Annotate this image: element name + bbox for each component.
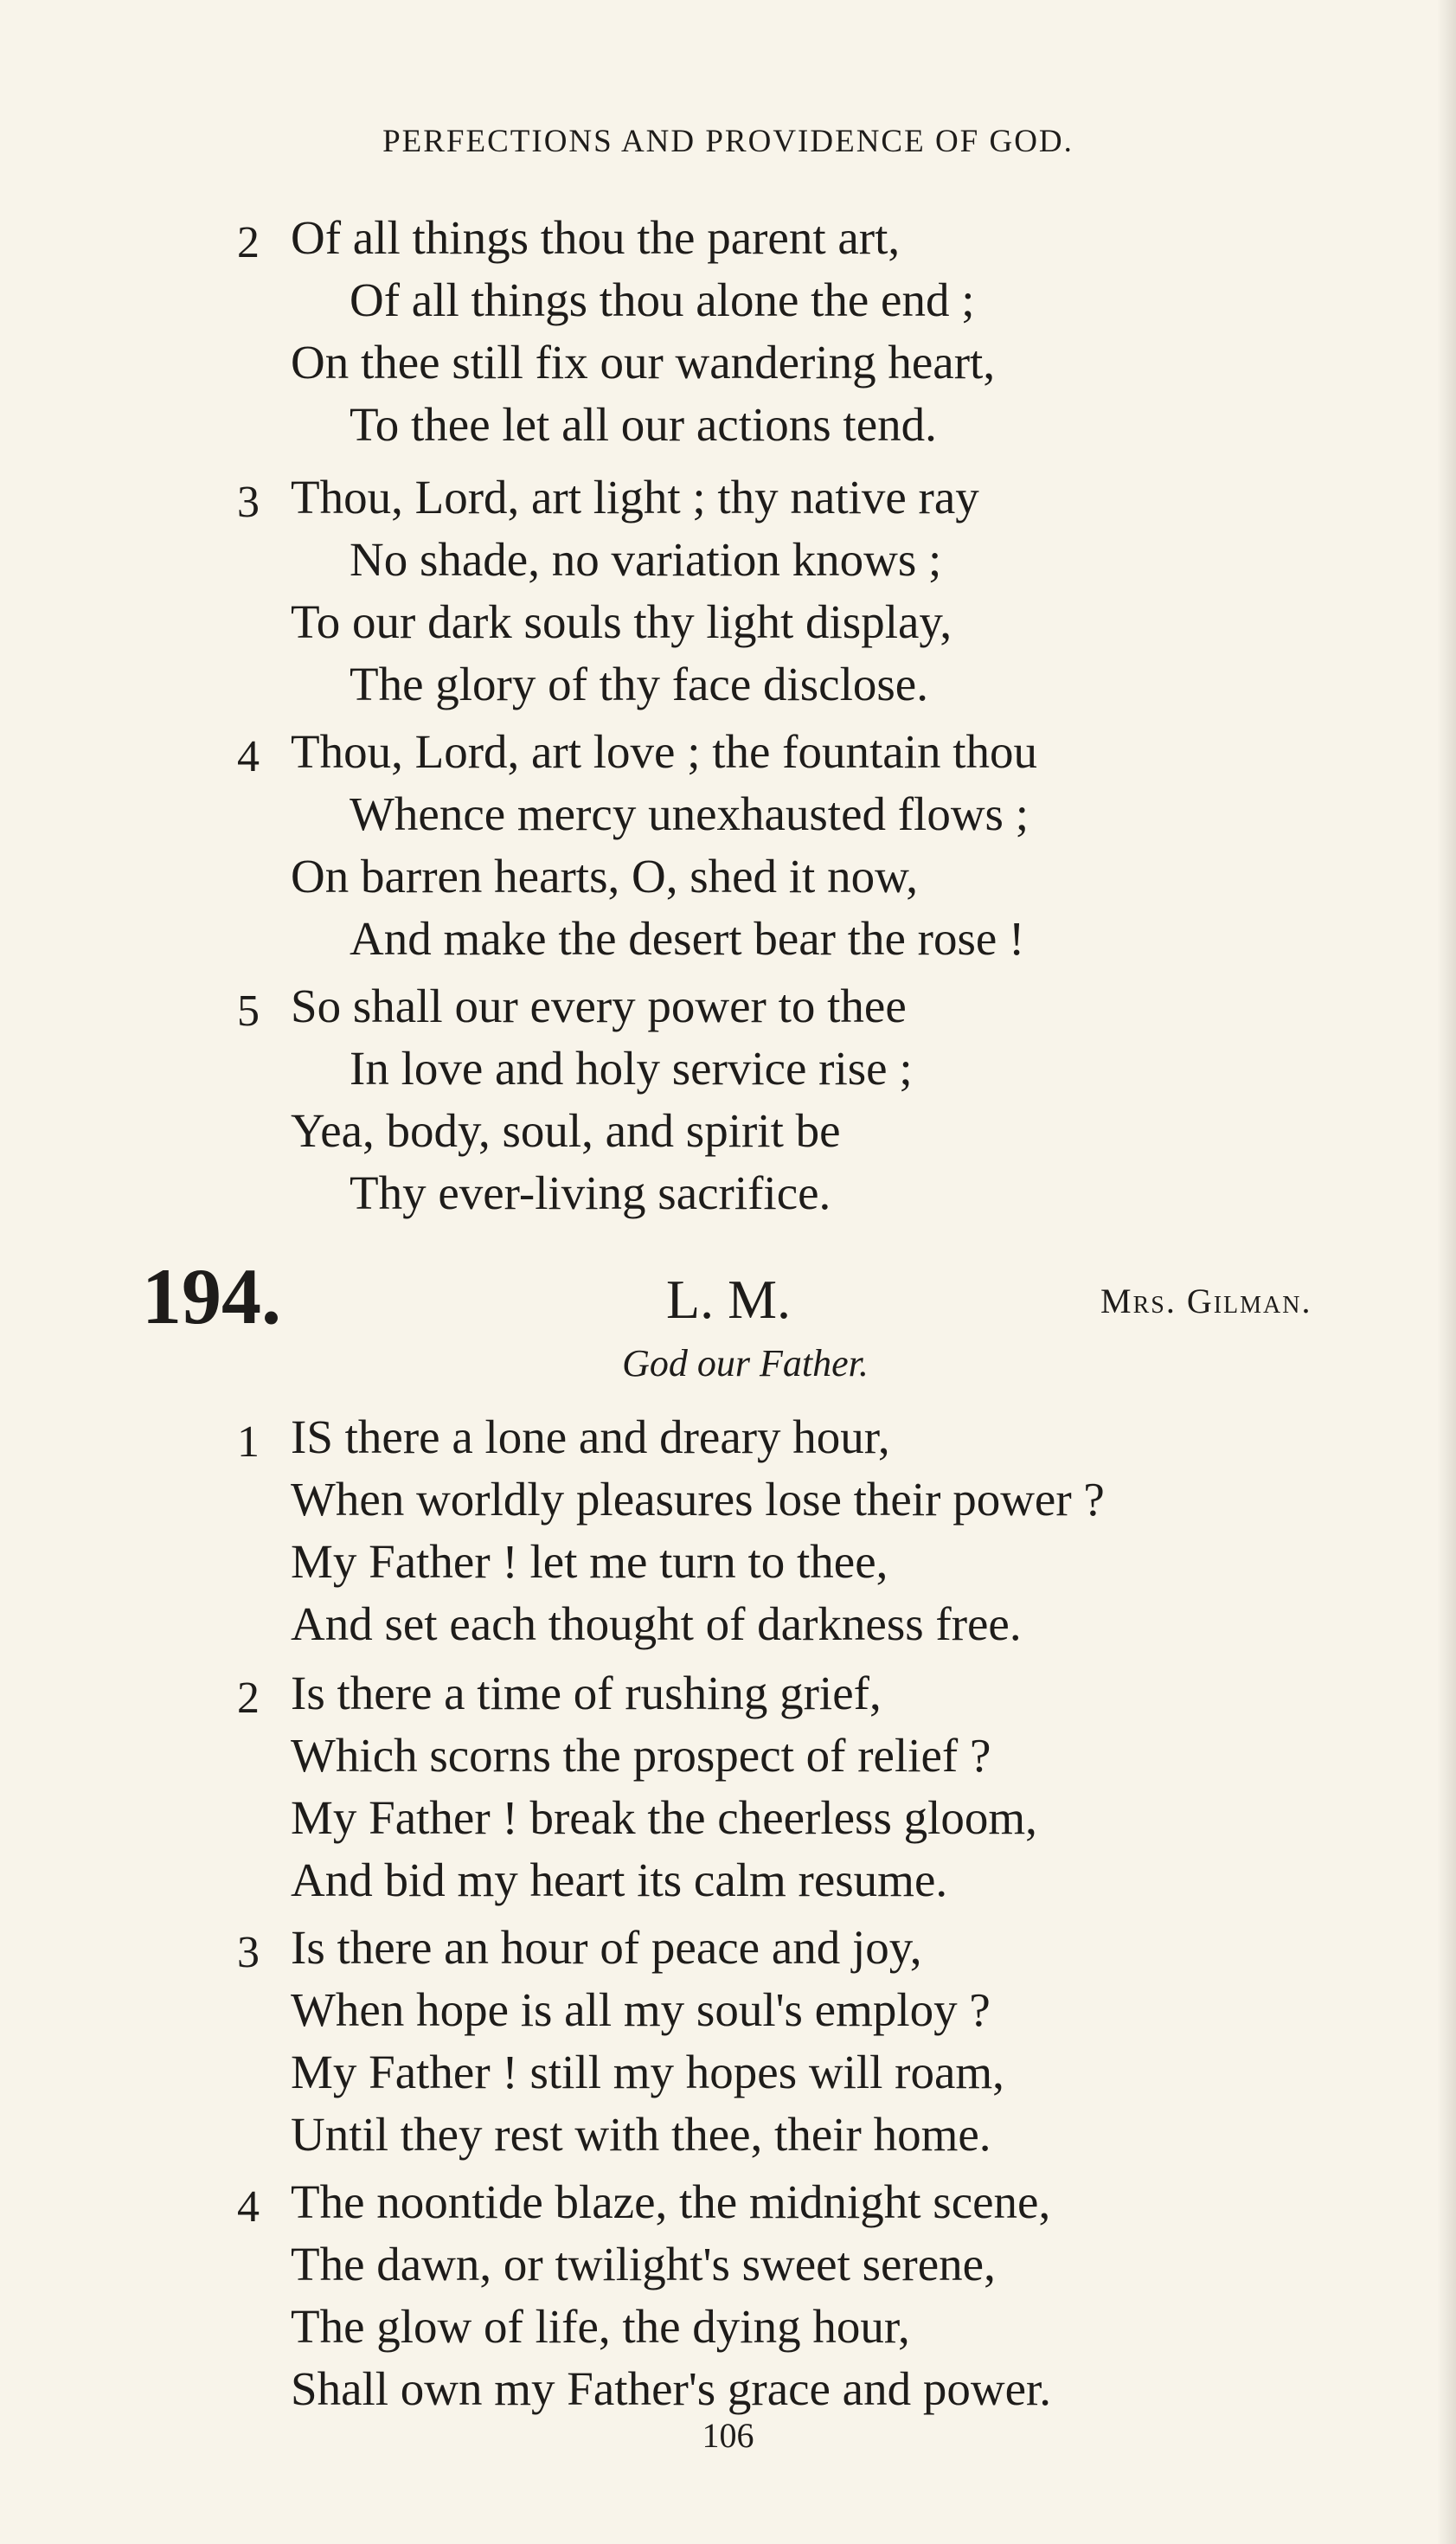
stanza-number: 3	[237, 1928, 260, 1977]
verse-line: My Father ! break the cheerless gloom,	[291, 1791, 1037, 1844]
hymn-author: Mrs. Gilman.	[1100, 1282, 1312, 1320]
verse-line: Thou, Lord, art love ; the fountain thou	[291, 725, 1038, 778]
verse-line: And bid my heart its calm resume.	[291, 1853, 948, 1906]
stanza-number: 4	[237, 2182, 260, 2232]
verse-line: To our dark souls thy light display,	[291, 595, 952, 648]
verse-line: Whence mercy unexhausted flows ;	[350, 787, 1029, 840]
hymn-meter: L. M.	[666, 1269, 791, 1330]
verse-line: When worldly pleasures lose their power ?	[291, 1473, 1105, 1526]
verse-line: On thee still fix our wandering heart,	[291, 336, 996, 389]
verse-line: Yea, body, soul, and spirit be	[291, 1104, 841, 1157]
verse-line: When hope is all my soul's employ ?	[291, 1983, 991, 2036]
verse-line: IS there a lone and dreary hour,	[291, 1410, 890, 1463]
verse-line: Is there an hour of peace and joy,	[291, 1921, 922, 1974]
stanza-number: 1	[237, 1417, 260, 1467]
stanza-number: 5	[237, 986, 260, 1036]
hymn-number: 194.	[142, 1252, 281, 1340]
stanza-number: 2	[237, 218, 260, 267]
verse-line: No shade, no variation knows ;	[350, 533, 942, 586]
stanza-number: 4	[237, 732, 260, 781]
verse-line: The dawn, or twilight's sweet serene,	[291, 2238, 996, 2290]
verse-line: Of all things thou alone the end ;	[350, 273, 975, 326]
verse-line: The glory of thy face disclose.	[350, 658, 928, 710]
verse-line: And make the desert bear the rose !	[350, 912, 1025, 965]
stanza-number: 2	[237, 1674, 260, 1723]
verse-line: Which scorns the prospect of relief ?	[291, 1729, 991, 1782]
hymn-title: God our Father.	[622, 1342, 869, 1384]
verse-line: Shall own my Father's grace and power.	[291, 2362, 1052, 2415]
verse-line: Thy ever-living sacrifice.	[350, 1166, 831, 1219]
verse-line: Thou, Lord, art light ; thy native ray	[291, 471, 979, 524]
verse-line: And set each thought of darkness free.	[291, 1597, 1022, 1650]
verse-line: Of all things thou the parent art,	[291, 211, 901, 264]
verse-line: So shall our every power to thee	[291, 980, 907, 1032]
running-head: PERFECTIONS AND PROVIDENCE OF GOD.	[382, 124, 1074, 159]
verse-line: My Father ! let me turn to thee,	[291, 1535, 888, 1588]
verse-line: Until they rest with thee, their home.	[291, 2108, 991, 2161]
page-edge-shadow	[1437, 0, 1456, 2544]
verse-line: The glow of life, the dying hour,	[291, 2300, 910, 2353]
verse-line: In love and holy service rise ;	[350, 1042, 913, 1095]
verse-line: The noontide blaze, the midnight scene,	[291, 2175, 1051, 2228]
verse-line: My Father ! still my hopes will roam,	[291, 2046, 1004, 2098]
verse-line: To thee let all our actions tend.	[350, 398, 937, 451]
verse-line: Is there a time of rushing grief,	[291, 1667, 882, 1719]
stanza-number: 3	[237, 478, 260, 527]
page-number: 106	[702, 2416, 754, 2455]
verse-line: On barren hearts, O, shed it now,	[291, 850, 918, 903]
